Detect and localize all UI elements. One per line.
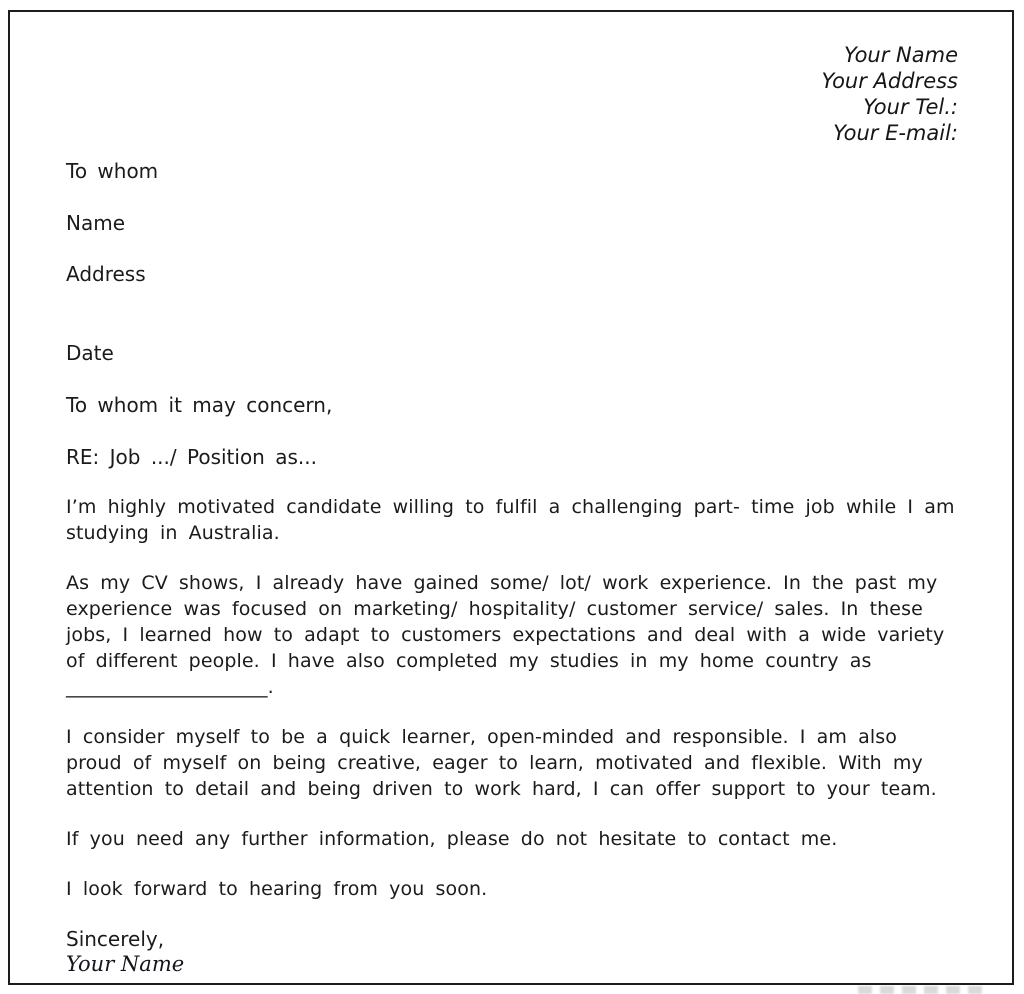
sender-email-line: Your E-mail: xyxy=(833,121,958,145)
paragraph-look-forward: I look forward to hearing from you soon. xyxy=(66,878,488,900)
sender-name-line: Your Name xyxy=(844,43,958,67)
signature-name: Your Name xyxy=(66,952,185,976)
recipient-name: Name xyxy=(66,211,126,235)
paragraph-qualities: I consider myself to be a quick learner, open-minded and responsible. I am also proud of myself on being creative, eager to learn, motivated and flexible. With my attention to detail and being driven to work hard, I can offer support to your team. xyxy=(66,726,937,800)
paragraph-intro: I’m highly motivated candidate willing to fulfil a challenging part- time job while I am studying in Australia. xyxy=(66,496,955,544)
cropped-watermark xyxy=(858,986,988,994)
recipient-to-whom: To whom xyxy=(66,159,159,183)
letter-date: Date xyxy=(66,341,114,365)
sender-tel-line: Your Tel.: xyxy=(863,95,958,119)
subject-line: RE: Job .../ Position as... xyxy=(66,445,317,469)
sender-block xyxy=(66,42,958,146)
closing-block xyxy=(66,926,958,977)
sender-address-line: Your Address xyxy=(821,69,958,93)
closing-sincerely: Sincerely, xyxy=(66,927,165,951)
salutation: To whom it may concern, xyxy=(66,393,333,417)
recipient-address: Address xyxy=(66,262,146,286)
letter-page xyxy=(8,10,1014,985)
paragraph-experience: As my CV shows, I already have gained some/ lot/ work experience. In the past my experience was focused on marketing/ hospitality/ customer service/ sales. In these jobs, I learned how to adapt to customers expectations and deal with a wide variety of different people. I have also completed my studies in my home country as _____________________. xyxy=(66,572,945,698)
paragraph-contact: If you need any further information, please do not hesitate to contact me. xyxy=(66,828,838,850)
